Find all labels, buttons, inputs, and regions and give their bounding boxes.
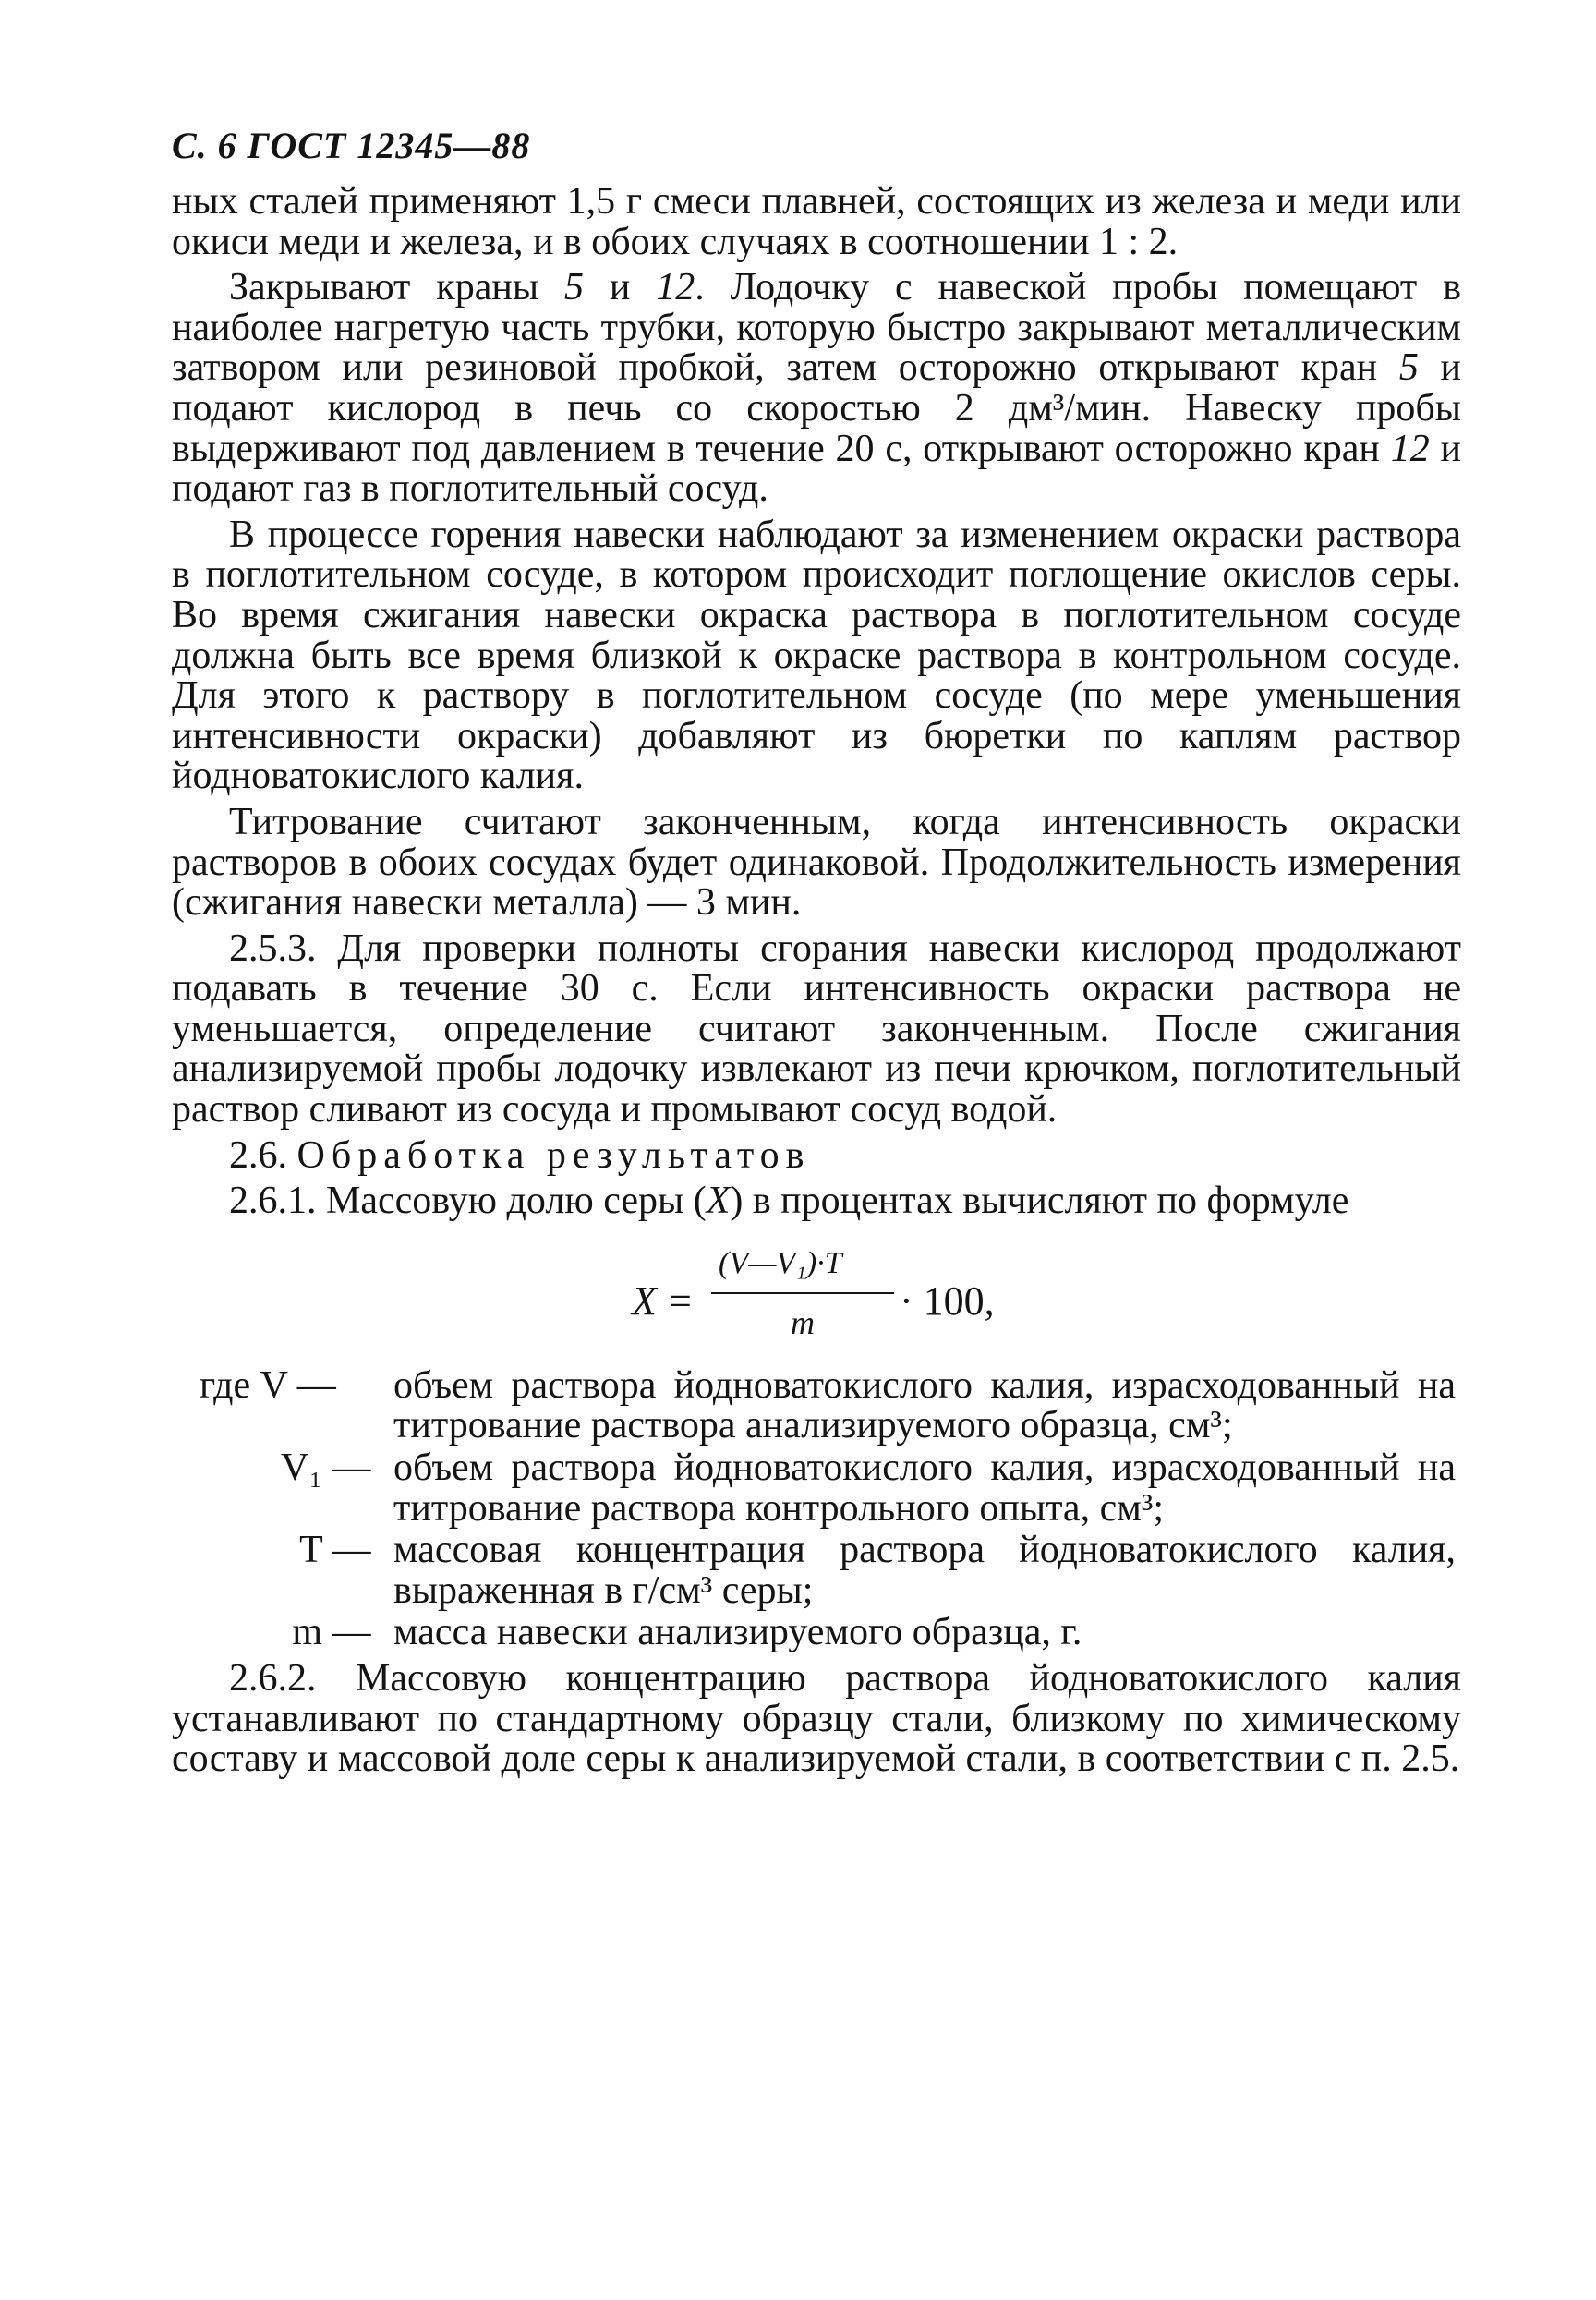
section-heading [172, 1133, 1461, 1177]
definition-label: m — [292, 1611, 381, 1654]
paragraph-titration: Титрование считают законченным, когда интенсивность окраски растворов в обоих сосудах будет одинаковой. Продолжительность измерения (сжигания навески металла) — 3 мин. [172, 800, 1461, 925]
valve-number: 12 [656, 266, 695, 309]
variable-x: X [706, 1180, 731, 1223]
formula-multiplier: · 100, [900, 1277, 995, 1324]
valve-number: 5 [563, 266, 584, 309]
valve-number: 5 [1398, 346, 1419, 390]
definition-label: T — [299, 1529, 381, 1572]
definition-item [172, 1363, 1461, 1447]
definition-label: где V — [200, 1363, 346, 1407]
valve-number: 12 [1390, 427, 1430, 470]
section-title: Обработка результатов [296, 1133, 811, 1177]
text: . Лодочку с навеской пробы помещают в наиболее нагретую часть трубки, которую быстро закрывают металлическим затвором или резиновой пробкой, затем осторожно открывают кран [172, 266, 1461, 390]
paragraph-closing-valves [172, 268, 1461, 510]
formula [172, 1246, 1461, 1355]
text: 2.6.1. Массовую долю серы ( [229, 1180, 707, 1223]
definition-text: массовая концентрация раствора йодноватокислого калия, выраженная в г/см³ серы; [393, 1529, 1456, 1612]
formula-numerator: (V—V₁)·T [719, 1245, 842, 1280]
formula-lhs: X [632, 1277, 657, 1324]
definition-item [172, 1448, 1461, 1529]
text: ) в процентах вычисляют по формуле [730, 1180, 1349, 1223]
text: и подают кислород в печь со скоростью 2 дм³/мин. Навеску пробы выдерживают под давлением в течение 20 с, открывают осторожно кран [172, 346, 1462, 470]
formula-equals: = [669, 1277, 692, 1324]
document-page [172, 124, 1461, 1780]
definition-text: объем раствора йодноватокислого калия, израсходованный на титрование раствора анализируемого образца, см³; [393, 1363, 1456, 1447]
definitions-list [172, 1363, 1461, 1654]
paragraph-continuation: ных сталей применяют 1,5 г смеси плавней, состоящих из железа и меди или окиси меди и железа, и в обоих случаях в соотношении 1 : 2. [172, 180, 1461, 263]
definition-label: V₁ — [281, 1447, 381, 1490]
definition-item [172, 1613, 1461, 1653]
formula-denominator: m [791, 1303, 815, 1341]
text: и [583, 266, 657, 309]
paragraph-combustion: В процессе горения навески наблюдают за изменением окраски раствора в поглотительном сосуде, в котором происходит поглощение окислов серы. Во время сжигания навески окраска раствора в поглотительном сосуде должна быть все время близкой к окраске раствора в контрольном сосуде. Для этого к раствору в поглотительном сосуде (по мере уменьшения интенсивности окраски) добавляют из бюретки по каплям раствор йодноватокислого калия. [172, 513, 1461, 798]
text: Закрывают краны [229, 266, 564, 309]
text: и подают газ в поглотительный сосуд. [172, 427, 1461, 511]
paragraph-2-6-1 [172, 1181, 1461, 1222]
page-header: С. 6 ГОСТ 12345—88 [172, 125, 531, 166]
section-number: 2.6. [229, 1133, 297, 1177]
definition-text: масса навески анализируемого образца, г. [393, 1611, 1082, 1654]
paragraph-2-6-2: 2.6.2. Массовую концентрацию раствора йодноватокислого калия устанавливают по стандартному образцу стали, близкому по химическому составу и массовой доле серы к анализируемой стали, в соответствии с п. 2.5. [172, 1657, 1461, 1781]
definition-text: объем раствора йодноватокислого калия, израсходованный на титрование раствора контрольного опыта, см³; [393, 1447, 1456, 1530]
fraction-bar [711, 1292, 894, 1294]
definition-item [172, 1531, 1461, 1611]
paragraph-2-5-3: 2.5.3. Для проверки полноты сгорания навески кислород продолжают подавать в течение 30 с. Если интенсивность окраски раствора не уменьшается, определение считают законченным. После сжигания анализируемой пробы лодочку извлекают из печи крючком, поглотительный раствор сливают из сосуда и промывают сосуд водой. [172, 926, 1461, 1132]
